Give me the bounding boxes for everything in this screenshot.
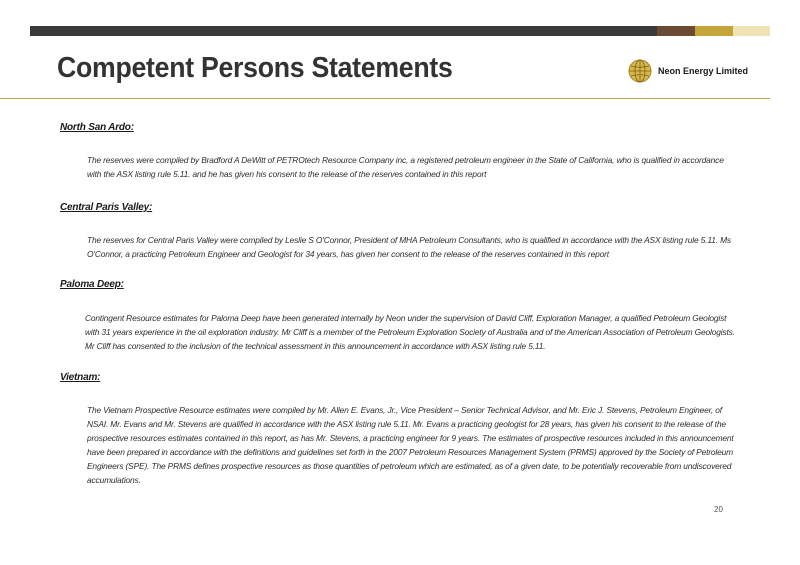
top-color-bar (30, 26, 770, 36)
section-heading: Central Paris Valley: (60, 202, 153, 213)
section-paragraph: Contingent Resource estimates for Paloma Deep have been generated internally by Neon under the supervision of David Cliff, Exploration Manager, a qualified Petroleum Geologist with 31 years experience in the oil exploration industry. Mr Cliff is a member of the Petroleum Exploration Society of Australia and of the American Association of Petroleum Geologists. Mr Cliff has consented to the inclusion of the technical assessment in this announcement in accordance with ASX listing rule 5.11. (85, 313, 735, 351)
header-divider (0, 98, 770, 99)
section-paragraph: The reserves were compiled by Bradford A DeWitt of PETROtech Resource Company inc, a registered petroleum engineer in the State of California, who is qualified in accordance with the ASX listing rule 5.11. and he has given his consent to the release of the reserves contained in this report (87, 155, 724, 179)
top-bar-dark-segment (30, 26, 657, 36)
globe-icon (628, 59, 652, 83)
top-bar-cream-segment (733, 26, 770, 36)
section-paragraph: The Vietnam Prospective Resource estimates were compiled by Mr. Allen E. Evans, Jr., Vice President – Senior Technical Advisor, and Mr. Eric J. Stevens, Petroleum Engineer, of NSAI. Mr. Evans and Mr. Stevens are qualified in accordance with the ASX listing rule 5.11. Mr. Evans a practicing geologist for 28 years, has given his consent to the release of the prospective resources estimates contained in this report, as has Mr. Stevens, a practicing engineer for 9 years. The estimates of prospective resources included in this announcement have been prepared in accordance with the definitions and guidelines set forth in the 2007 Petroleum Resources Management System (PRMS) approved by the Society of Petroleum Engineers (SPE). The PRMS defines prospective resources as those quantities of petroleum which are estimated, as of a given date, to be potentially recoverable from undiscovered accumulations. (87, 405, 734, 485)
page-title: Competent Persons Statements (57, 52, 453, 84)
top-bar-gold-segment (695, 26, 733, 36)
top-bar-brown-segment (657, 26, 695, 36)
section-heading: Vietnam: (60, 372, 101, 383)
section-heading: Paloma Deep: (60, 279, 124, 290)
section-paragraph: The reserves for Central Paris Valley were compiled by Leslie S O'Connor, President of MHA Petroleum Consultants, who is qualified in accordance with the ASX listing rule 5.11. Ms O'Connor, a practicing Petroleum Engineer and Geologist for 34 years, has given her consent to the release of the reserves contained in this report (87, 235, 731, 259)
company-logo (628, 59, 748, 83)
page-number: 20 (714, 505, 723, 514)
section-heading: North San Ardo: (60, 122, 134, 133)
logo-text: Neon Energy Limited (658, 66, 749, 76)
